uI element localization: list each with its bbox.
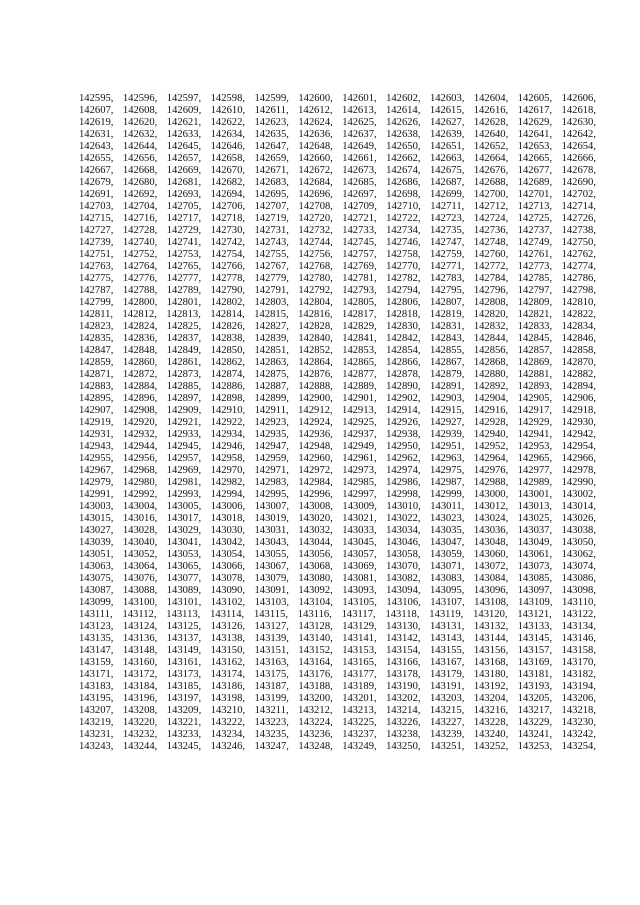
number-line: 142943, 142944, 142945, 142946, 142947, 142948, 142949, 142950, 142951, 142952, 142953, 142954, <box>79 441 596 452</box>
number-line: 143207, 143208, 143209, 143210, 143211, 143212, 143213, 143214, 143215, 143216, 143217, 143218, <box>79 705 596 716</box>
number-line: 143111, 143112, 143113, 143114, 143115, 143116, 143117, 143118, 143119, 143120, 143121, 143122, <box>79 609 596 620</box>
number-line: 142871, 142872, 142873, 142874, 142875, 142876, 142877, 142878, 142879, 142880, 142881, 142882, <box>79 369 596 380</box>
number-line: 142799, 142800, 142801, 142802, 142803, 142804, 142805, 142806, 142807, 142808, 142809, 142810, <box>79 297 596 308</box>
number-line: 142979, 142980, 142981, 142982, 142983, 142984, 142985, 142986, 142987, 142988, 142989, 142990, <box>79 477 596 488</box>
number-line: 142919, 142920, 142921, 142922, 142923, 142924, 142925, 142926, 142927, 142928, 142929, 142930, <box>79 417 596 428</box>
number-line: 142847, 142848, 142849, 142850, 142851, 142852, 142853, 142854, 142855, 142856, 142857, 142858, <box>79 345 596 356</box>
number-line: 143159, 143160, 143161, 143162, 143163, 143164, 143165, 143166, 143167, 143168, 143169, 143170, <box>79 657 596 668</box>
number-line: 142655, 142656, 142657, 142658, 142659, 142660, 142661, 142662, 142663, 142664, 142665, 142666, <box>79 153 596 164</box>
number-line: 142859, 142860, 142861, 142862, 142863, 142864, 142865, 142866, 142867, 142868, 142869, 142870, <box>79 357 596 368</box>
number-line: 142883, 142884, 142885, 142886, 142887, 142888, 142889, 142890, 142891, 142892, 142893, 142894, <box>79 381 596 392</box>
number-line: 142763, 142764, 142765, 142766, 142767, 142768, 142769, 142770, 142771, 142772, 142773, 142774, <box>79 261 596 272</box>
number-line: 142751, 142752, 142753, 142754, 142755, 142756, 142757, 142758, 142759, 142760, 142761, 142762, <box>79 249 596 260</box>
number-line: 143003, 143004, 143005, 143006, 143007, 143008, 143009, 143010, 143011, 143012, 143013, 143014, <box>79 501 596 512</box>
number-line: 143087, 143088, 143089, 143090, 143091, 143092, 143093, 143094, 143095, 143096, 143097, 143098, <box>79 585 596 596</box>
number-line: 143063, 143064, 143065, 143066, 143067, 143068, 143069, 143070, 143071, 143072, 143073, 143074, <box>79 561 596 572</box>
number-line: 142679, 142680, 142681, 142682, 142683, 142684, 142685, 142686, 142687, 142688, 142689, 142690, <box>79 177 596 188</box>
number-line: 142955, 142956, 142957, 142958, 142959, 142960, 142961, 142962, 142963, 142964, 142965, 142966, <box>79 453 596 464</box>
number-list <box>79 93 596 753</box>
number-line: 142775, 142776, 142777, 142778, 142779, 142780, 142781, 142782, 142783, 142784, 142785, 142786, <box>79 273 596 284</box>
number-line: 143243, 143244, 143245, 143246, 143247, 143248, 143249, 143250, 143251, 143252, 143253, 143254, <box>79 741 596 752</box>
number-line: 142895, 142896, 142897, 142898, 142899, 142900, 142901, 142902, 142903, 142904, 142905, 142906, <box>79 393 596 404</box>
number-line: 142787, 142788, 142789, 142790, 142791, 142792, 142793, 142794, 142795, 142796, 142797, 142798, <box>79 285 596 296</box>
number-line: 142607, 142608, 142609, 142610, 142611, 142612, 142613, 142614, 142615, 142616, 142617, 142618, <box>79 105 596 116</box>
number-line: 142631, 142632, 142633, 142634, 142635, 142636, 142637, 142638, 142639, 142640, 142641, 142642, <box>79 129 596 140</box>
number-line: 142715, 142716, 142717, 142718, 142719, 142720, 142721, 142722, 142723, 142724, 142725, 142726, <box>79 213 596 224</box>
number-line: 143147, 143148, 143149, 143150, 143151, 143152, 143153, 143154, 143155, 143156, 143157, 143158, <box>79 645 596 656</box>
number-line: 143075, 143076, 143077, 143078, 143079, 143080, 143081, 143082, 143083, 143084, 143085, 143086, <box>79 573 596 584</box>
number-line: 142727, 142728, 142729, 142730, 142731, 142732, 142733, 142734, 142735, 142736, 142737, 142738, <box>79 225 596 236</box>
number-line: 143099, 143100, 143101, 143102, 143103, 143104, 143105, 143106, 143107, 143108, 143109, 143110, <box>79 597 596 608</box>
number-line: 142739, 142740, 142741, 142742, 142743, 142744, 142745, 142746, 142747, 142748, 142749, 142750, <box>79 237 596 248</box>
number-line: 143027, 143028, 143029, 143030, 143031, 143032, 143033, 143034, 143035, 143036, 143037, 143038, <box>79 525 596 536</box>
number-line: 143135, 143136, 143137, 143138, 143139, 143140, 143141, 143142, 143143, 143144, 143145, 143146, <box>79 633 596 644</box>
number-line: 143171, 143172, 143173, 143174, 143175, 143176, 143177, 143178, 143179, 143180, 143181, 143182, <box>79 669 596 680</box>
number-line: 142595, 142596, 142597, 142598, 142599, 142600, 142601, 142602, 142603, 142604, 142605, 142606, <box>79 93 596 104</box>
number-line: 143195, 143196, 143197, 143198, 143199, 143200, 143201, 143202, 143203, 143204, 143205, 143206, <box>79 693 596 704</box>
number-line: 142811, 142812, 142813, 142814, 142815, 142816, 142817, 142818, 142819, 142820, 142821, 142822, <box>79 309 596 320</box>
number-line: 142967, 142968, 142969, 142970, 142971, 142972, 142973, 142974, 142975, 142976, 142977, 142978, <box>79 465 596 476</box>
number-line: 142667, 142668, 142669, 142670, 142671, 142672, 142673, 142674, 142675, 142676, 142677, 142678, <box>79 165 596 176</box>
number-line: 143123, 143124, 143125, 143126, 143127, 143128, 143129, 143130, 143131, 143132, 143133, 143134, <box>79 621 596 632</box>
number-line: 143039, 143040, 143041, 143042, 143043, 143044, 143045, 143046, 143047, 143048, 143049, 143050, <box>79 537 596 548</box>
number-line: 142619, 142620, 142621, 142622, 142623, 142624, 142625, 142626, 142627, 142628, 142629, 142630, <box>79 117 596 128</box>
number-line: 143219, 143220, 143221, 143222, 143223, 143224, 143225, 143226, 143227, 143228, 143229, 143230, <box>79 717 596 728</box>
number-line: 142907, 142908, 142909, 142910, 142911, 142912, 142913, 142914, 142915, 142916, 142917, 142918, <box>79 405 596 416</box>
number-line: 142691, 142692, 142693, 142694, 142695, 142696, 142697, 142698, 142699, 142700, 142701, 142702, <box>79 189 596 200</box>
number-line: 142643, 142644, 142645, 142646, 142647, 142648, 142649, 142650, 142651, 142652, 142653, 142654, <box>79 141 596 152</box>
number-line: 142823, 142824, 142825, 142826, 142827, 142828, 142829, 142830, 142831, 142832, 142833, 142834, <box>79 321 596 332</box>
number-line: 142991, 142992, 142993, 142994, 142995, 142996, 142997, 142998, 142999, 143000, 143001, 143002, <box>79 489 596 500</box>
number-line: 143183, 143184, 143185, 143186, 143187, 143188, 143189, 143190, 143191, 143192, 143193, 143194, <box>79 681 596 692</box>
number-line: 143051, 143052, 143053, 143054, 143055, 143056, 143057, 143058, 143059, 143060, 143061, 143062, <box>79 549 596 560</box>
number-line: 143015, 143016, 143017, 143018, 143019, 143020, 143021, 143022, 143023, 143024, 143025, 143026, <box>79 513 596 524</box>
number-line: 143231, 143232, 143233, 143234, 143235, 143236, 143237, 143238, 143239, 143240, 143241, 143242, <box>79 729 596 740</box>
number-line: 142835, 142836, 142837, 142838, 142839, 142840, 142841, 142842, 142843, 142844, 142845, 142846, <box>79 333 596 344</box>
number-line: 142931, 142932, 142933, 142934, 142935, 142936, 142937, 142938, 142939, 142940, 142941, 142942, <box>79 429 596 440</box>
number-line: 142703, 142704, 142705, 142706, 142707, 142708, 142709, 142710, 142711, 142712, 142713, 142714, <box>79 201 596 212</box>
